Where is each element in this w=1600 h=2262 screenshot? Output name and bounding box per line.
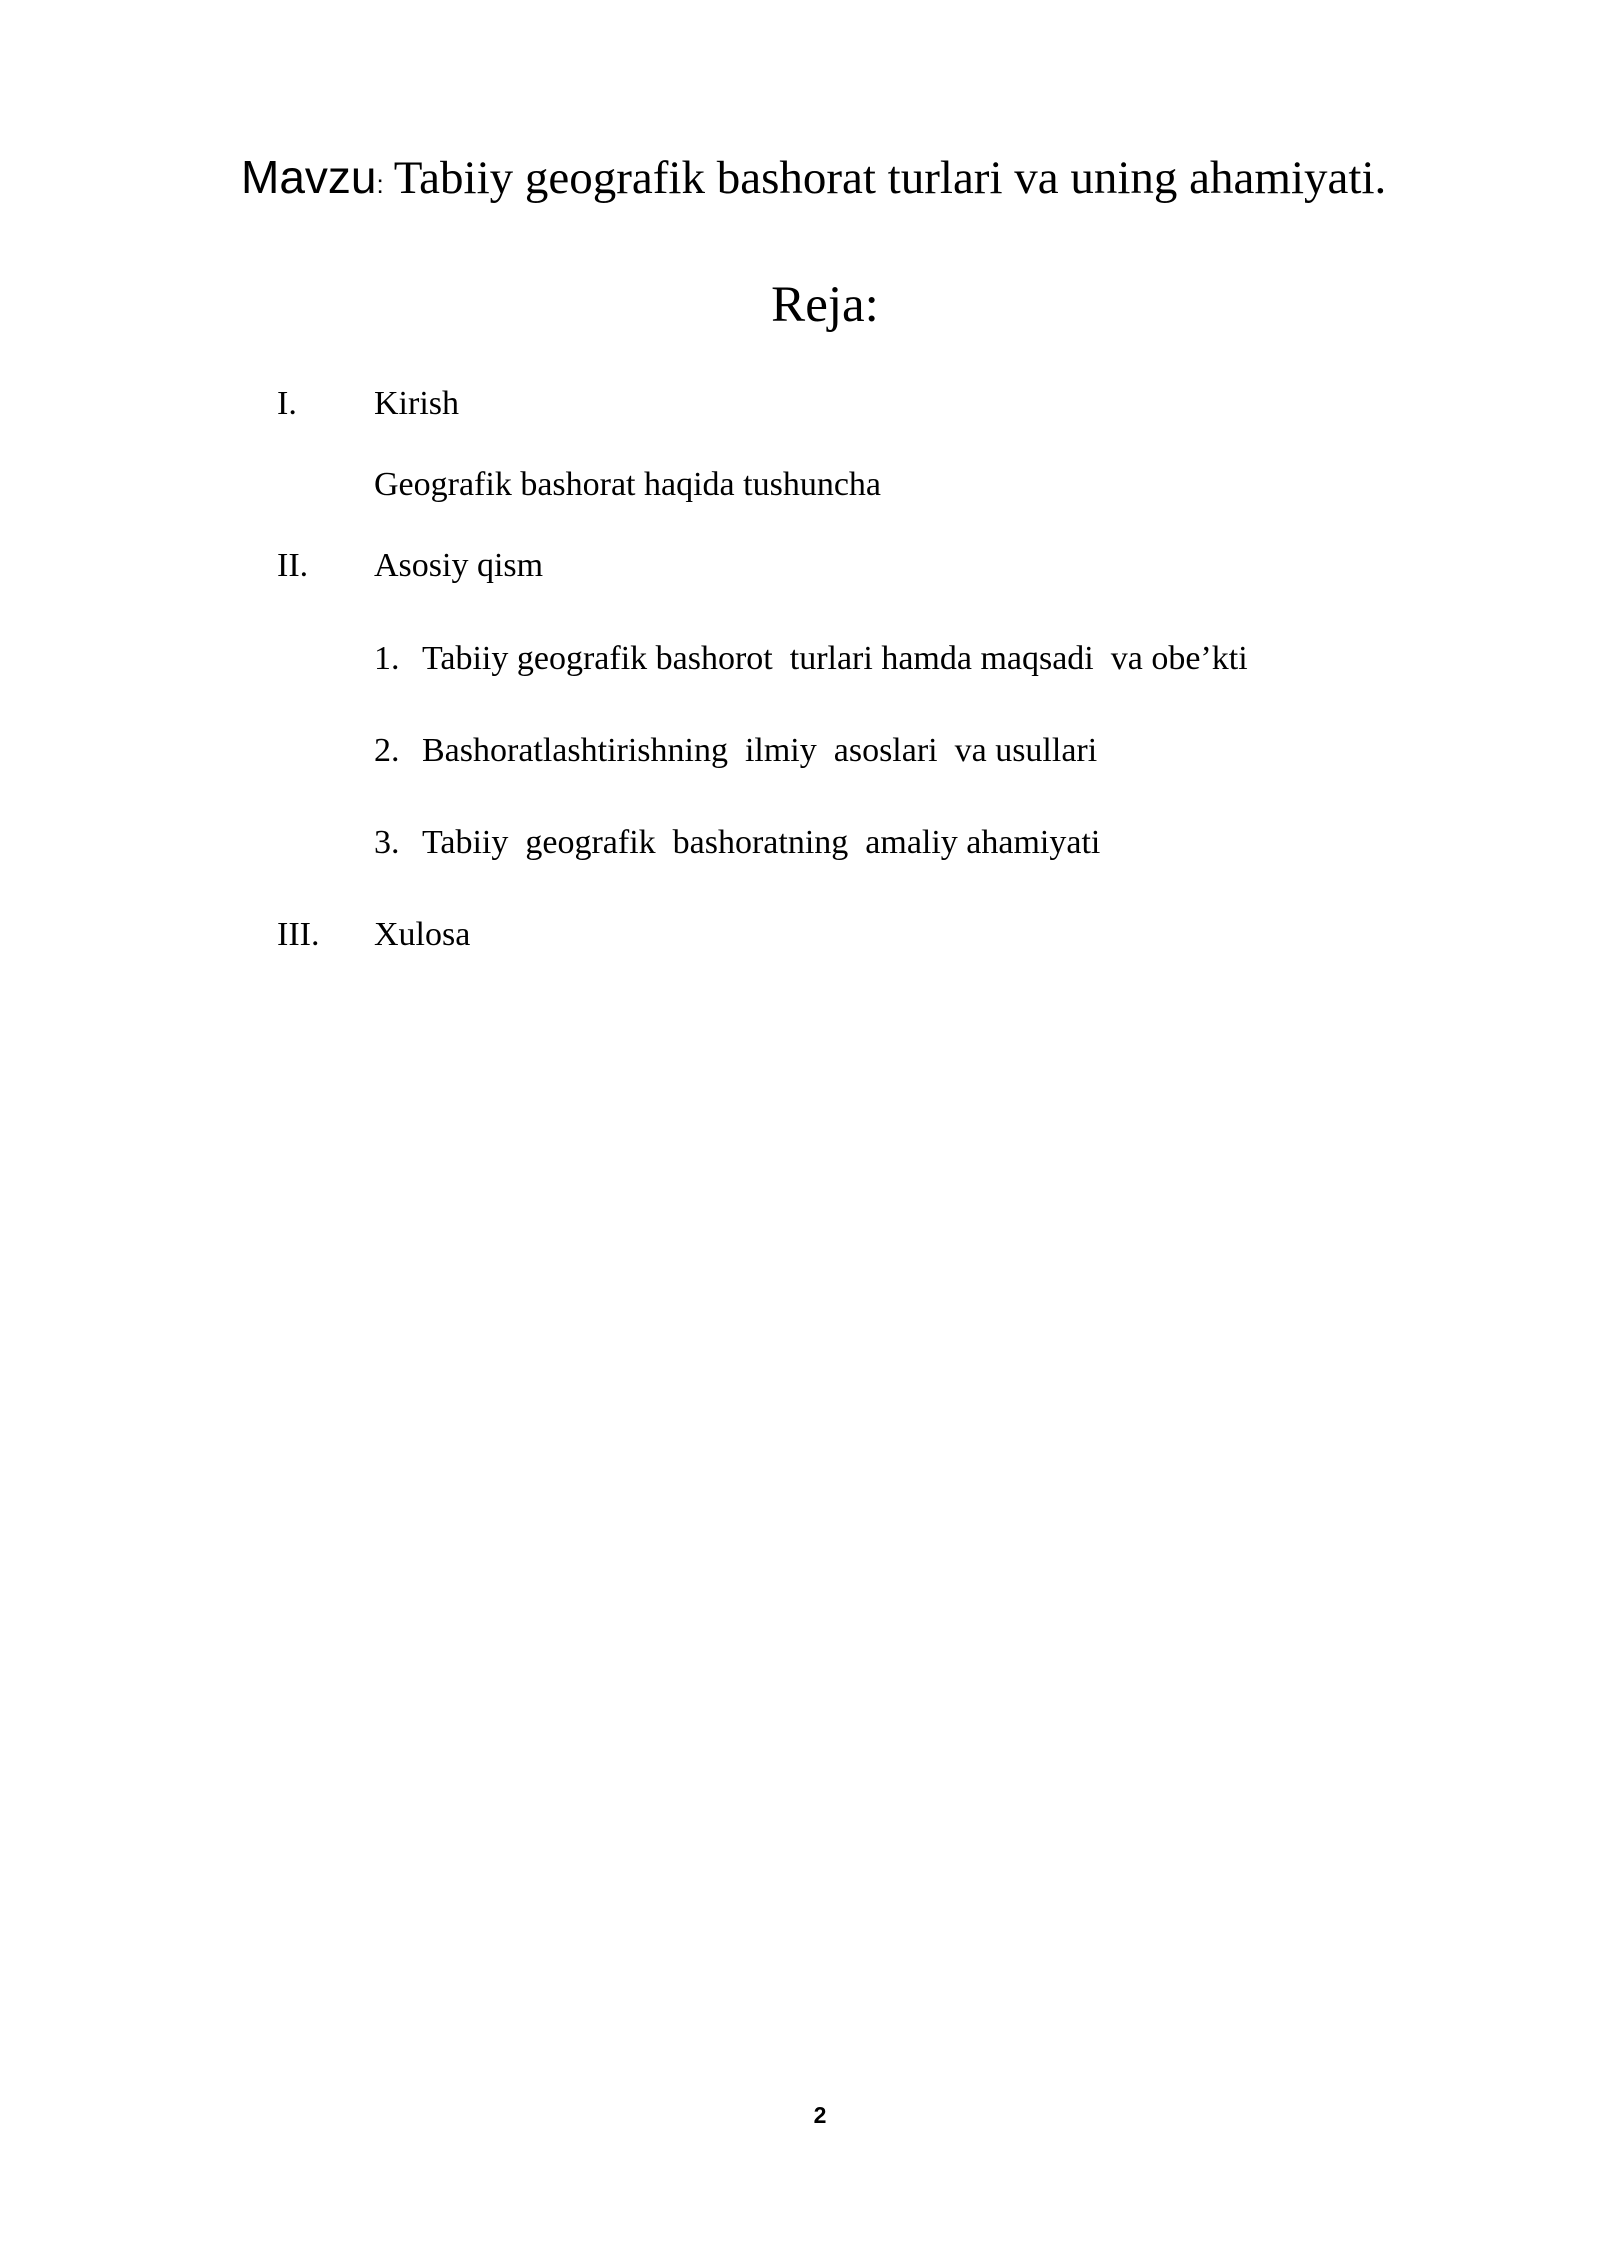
- section-main: [0, 541, 1600, 591]
- topic-text: Tabiiy geografik bashorat turlari va uning ahamiyati.: [393, 152, 1387, 204]
- topic-title: [241, 150, 1491, 206]
- section-conclusion: [0, 910, 1600, 960]
- main-item-number: 3.: [374, 824, 400, 861]
- topic-colon: :: [376, 169, 384, 199]
- main-item: [0, 634, 1600, 684]
- section-numeral: I.: [277, 385, 297, 422]
- main-item-text: Bashoratlashtirishning ilmiy asoslari va usullari: [422, 732, 1098, 769]
- section-label: Xulosa: [374, 916, 471, 953]
- section-intro: [0, 379, 1600, 429]
- section-numeral: II.: [277, 547, 309, 584]
- page-number: 2: [813, 2102, 827, 2128]
- main-item: [0, 818, 1600, 868]
- intro-subitem: Geografik bashorat haqida tushuncha: [374, 466, 881, 503]
- main-item: [0, 726, 1600, 776]
- section-numeral: III.: [277, 916, 320, 953]
- main-item-number: 2.: [374, 732, 400, 769]
- main-item-number: 1.: [374, 640, 400, 677]
- main-item-text: Tabiiy geografik bashoratning amaliy ahamiyati: [422, 824, 1101, 861]
- main-item-text: Tabiiy geografik bashorot turlari hamda maqsadi va obe’kti: [422, 640, 1248, 677]
- topic-label: Mavzu: [241, 151, 377, 203]
- section-label: Kirish: [374, 385, 459, 422]
- plan-heading: Reja:: [771, 277, 879, 333]
- section-label: Asosiy qism: [374, 547, 544, 584]
